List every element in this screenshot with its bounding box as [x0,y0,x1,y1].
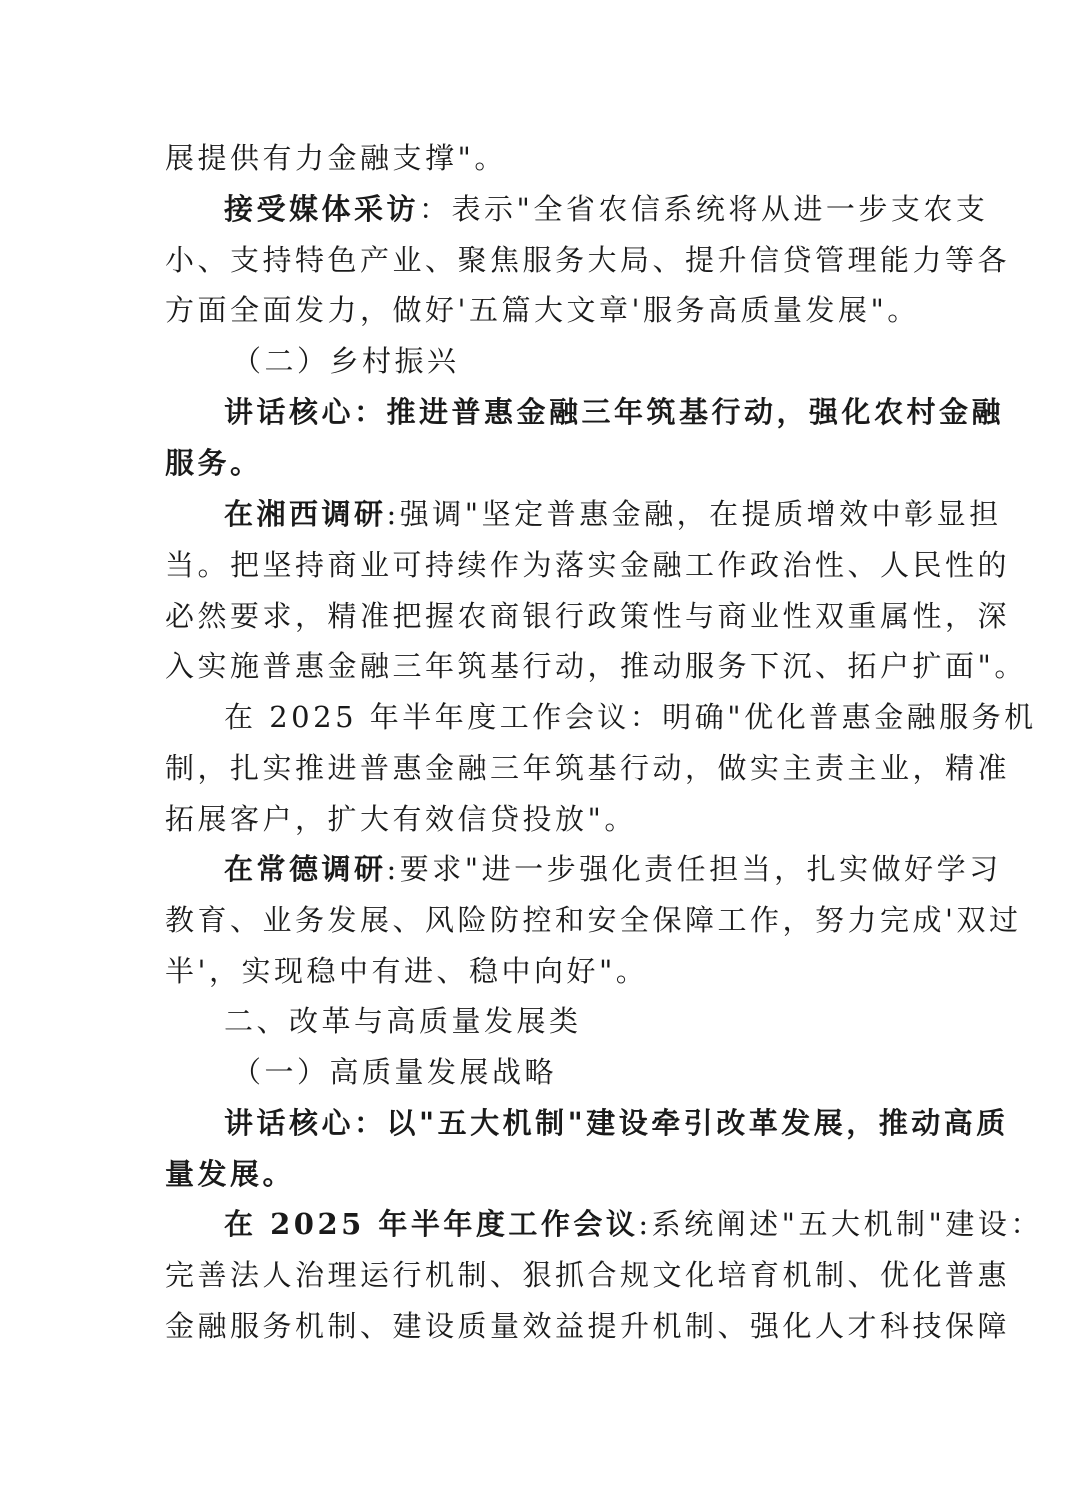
speech-core-heading [224,392,1005,432]
text-span: 完善法人治理运行机制、狠抓合规文化培育机制、优化普惠 [165,1258,1011,1292]
speech-core-heading [224,1103,1009,1143]
subsection-heading [232,341,922,381]
paragraph-xiangxi [224,494,1002,534]
text-span: 在 2025 年半年度工作会议：明确"优化普惠金融服务机 [224,700,1037,734]
bold-text: 讲话核心：推进普惠金融三年筑基行动，强化农村金融 [224,395,1005,429]
text-span: （一）高质量发展战略 [232,1055,558,1089]
text-line [165,1306,1011,1346]
text-span: 入实施普惠金融三年筑基行动，推动服务下沉、拓户扩面"。 [165,649,1027,683]
text-line [165,290,925,330]
text-span: 当。把坚持商业可持续作为落实金融工作政治性、人民性的 [165,548,1011,582]
text-span: 二、改革与高质量发展类 [224,1004,582,1038]
text-span: :系统阐述"五大机制"建设： [638,1207,1043,1241]
text-span: 教育、业务发展、风险防控和安全保障工作，努力完成'双过 [165,903,1022,937]
paragraph-midyear-meeting [224,697,1037,737]
section-heading [224,1001,924,1041]
text-span: 半'，实现稳中有进、稳中向好"。 [165,954,649,988]
bold-text: 服务。 [165,446,263,480]
text-span: :要求"进一步强化责任担当，扎实做好学习 [386,852,1002,886]
text-line [165,646,1027,686]
text-line [165,240,1011,280]
text-line [165,799,925,839]
bold-text: 量发展。 [165,1157,296,1191]
text-span: 金融服务机制、建设质量效益提升机制、强化人才科技保障 [165,1309,1011,1343]
text-line [165,443,925,483]
bold-lead: 接受媒体采访 [224,192,420,226]
bold-lead: 在湘西调研 [224,497,387,531]
bold-text: 讲话核心：以"五大机制"建设牵引改革发展，推动高质 [224,1106,1009,1140]
paragraph-changde [224,849,1002,889]
text-line [165,138,925,178]
paragraph-five-mechanisms [224,1204,1043,1244]
text-span: :强调"坚定普惠金融，在提质增效中彰显担 [386,497,1002,531]
bold-lead: 在常德调研 [224,852,387,886]
bold-lead: 在 2025 年半年度工作会议 [224,1207,639,1241]
text-line [165,1255,1011,1295]
text-line [165,1154,925,1194]
paragraph-media-interview [224,189,989,229]
text-span: 展提供有力金融支撑"。 [165,141,507,175]
text-span: 小、支持特色产业、聚焦服务大局、提升信贷管理能力等各 [165,243,1011,277]
text-line [165,545,1011,585]
text-span: ：表示"全省农信系统将从进一步支农支 [419,192,989,226]
text-span: 方面全面发力，做好'五篇大文章'服务高质量发展"。 [165,293,920,327]
text-line [165,951,925,991]
subsection-heading [232,1052,922,1092]
text-span: （二）乡村振兴 [232,344,460,378]
text-line [165,900,1022,940]
text-span: 制，扎实推进普惠金融三年筑基行动，做实主责主业，精准 [165,751,1011,785]
text-span: 必然要求，精准把握农商银行政策性与商业性双重属性，深 [165,599,1011,633]
text-line [165,748,1011,788]
text-span: 拓展客户，扩大有效信贷投放"。 [165,802,637,836]
text-line [165,596,1011,636]
